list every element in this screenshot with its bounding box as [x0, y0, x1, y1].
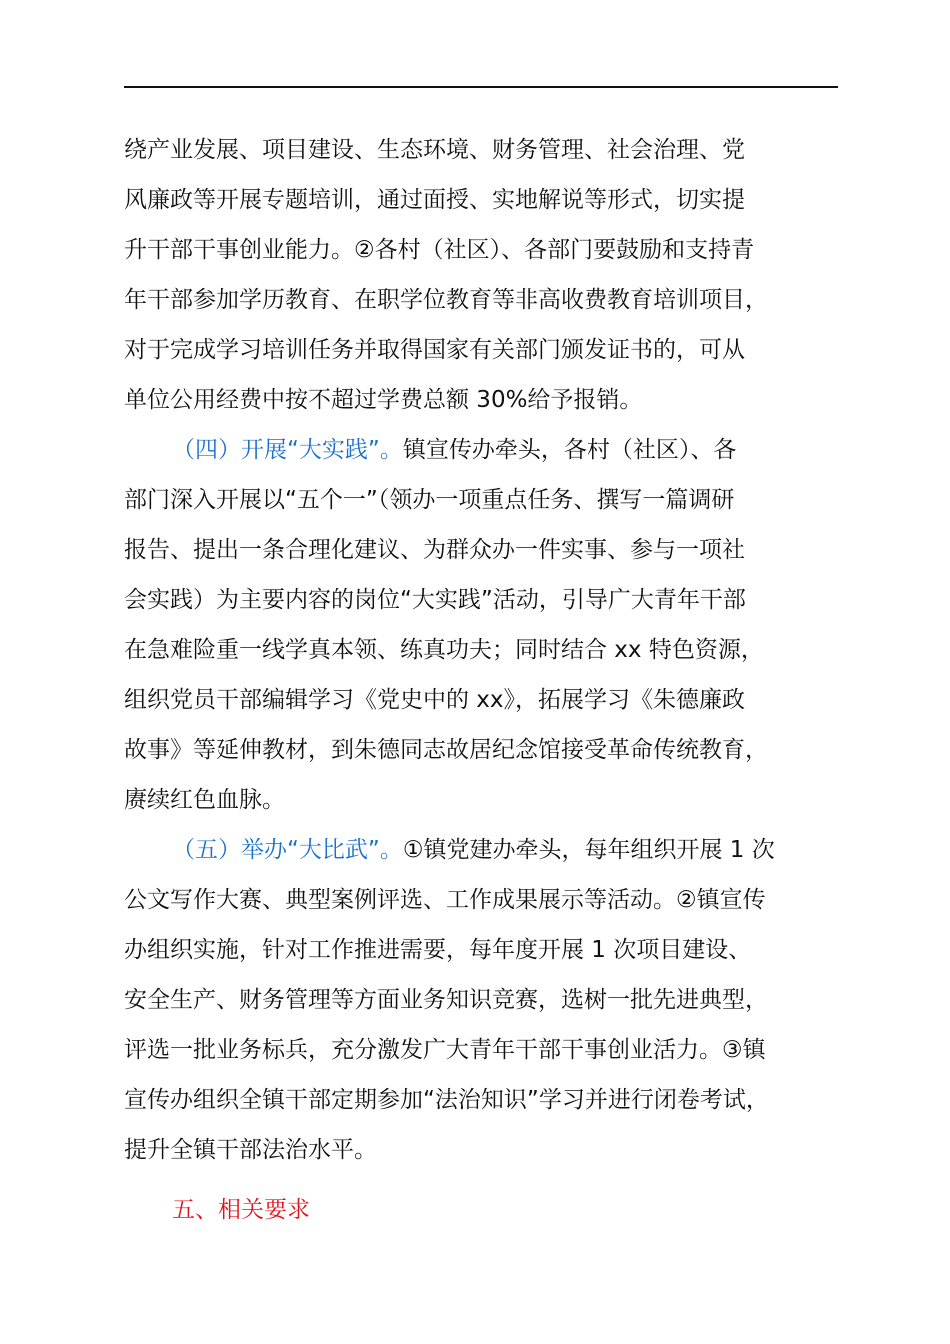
paragraph-training	[124, 130, 864, 430]
text-line: 公文写作大赛、典型案例评选、工作成果展示等活动。②镇宣传	[124, 887, 766, 913]
text-line	[124, 830, 864, 880]
text-line: 部门深入开展以“五个一”（领办一项重点任务、撰写一篇调研	[124, 487, 735, 513]
text-line: 宣传办组织全镇干部定期参加“法治知识”学习并进行闭卷考试，	[124, 1087, 769, 1113]
text-line: 故事》等延伸教材，到朱德同志故居纪念馆接受革命传统教育，	[124, 737, 768, 763]
text-line: 年干部参加学历教育、在职学位教育等非高收费教育培训项目，	[124, 287, 768, 313]
paragraph-practice	[124, 430, 864, 830]
section-4-heading: （四）开展“大实践”。	[172, 437, 403, 463]
text-line: 在急难险重一线学真本领、练真功夫；同时结合 xx 特色资源，	[124, 637, 764, 663]
text-line: 升干部干事创业能力。②各村（社区）、各部门要鼓励和支持青	[124, 237, 755, 263]
text-line: 绕产业发展、项目建设、生态环境、财务管理、社会治理、党	[124, 137, 745, 163]
text-line: 会实践）为主要内容的岗位“大实践”活动，引导广大青年干部	[124, 587, 746, 613]
paragraph-competition	[124, 830, 864, 1180]
document-body	[124, 130, 864, 1240]
text-line: 办组织实施，针对工作推进需要，每年度开展 1 次项目建设、	[124, 937, 752, 963]
text-line: 组织党员干部编辑学习《党史中的 xx》，拓展学习《朱德廉政	[124, 687, 746, 713]
section-4-first-line: 镇宣传办牵头，各村（社区）、各	[402, 437, 737, 463]
section-5-heading: （五）举办“大比武”。	[172, 837, 403, 863]
text-line: 评选一批业务标兵，充分激发广大青年干部干事创业活力。③镇	[124, 1037, 766, 1063]
text-line: 单位公用经费中按不超过学费总额 30%给予报销。	[124, 387, 643, 413]
text-line: 提升全镇干部法治水平。	[124, 1137, 377, 1163]
text-line: 风廉政等开展专题培训，通过面授、实地解说等形式，切实提	[124, 187, 745, 213]
text-line: 对于完成学习培训任务并取得国家有关部门颁发证书的，可从	[124, 337, 745, 363]
text-line: 报告、提出一条合理化建议、为群众办一件实事、参与一项社	[124, 537, 745, 563]
text-line: 安全生产、财务管理等方面业务知识竞赛，选树一批先进典型，	[124, 987, 768, 1013]
text-line	[124, 430, 864, 480]
section-heading-requirements: 五、相关要求	[172, 1197, 310, 1223]
spacer	[124, 1180, 864, 1190]
section-5-first-line: ①镇党建办牵头，每年组织开展 1 次	[402, 837, 775, 863]
text-line: 赓续红色血脉。	[124, 787, 285, 813]
header-rule	[124, 86, 838, 88]
